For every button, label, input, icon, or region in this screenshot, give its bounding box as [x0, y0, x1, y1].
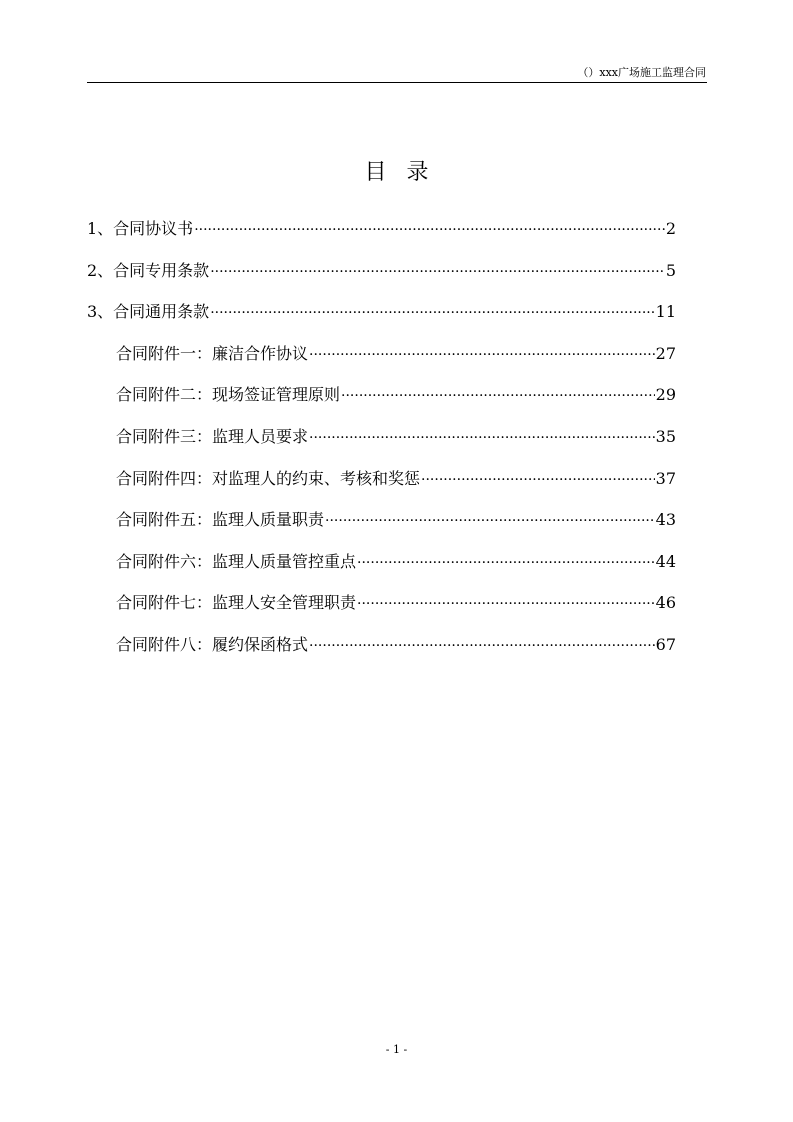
toc-entry-label: 合同附件四：对监理人的约束、考核和奖惩: [116, 468, 421, 488]
toc-title: 目录: [364, 160, 449, 185]
toc-entry: [87, 257, 676, 299]
toc-entry-label: 2、合同专用条款: [87, 260, 210, 280]
toc-entry-label: 合同附件二：现场签证管理原则: [116, 385, 341, 405]
toc-entry: [87, 589, 676, 631]
toc-entry-label: 合同附件八：履约保函格式: [116, 634, 309, 654]
toc-entry-label: 合同附件一：廉洁合作协议: [116, 343, 309, 363]
toc-entry-page: 29: [655, 385, 676, 405]
header-rule: [87, 82, 707, 83]
toc-entry-label: 合同附件六：监理人质量管控重点: [116, 551, 357, 571]
toc-leader-dots: [325, 507, 655, 535]
toc-entry: [87, 631, 676, 673]
toc-entry: [87, 548, 676, 590]
toc-leader-dots: [357, 590, 655, 618]
toc-entry-page: 44: [655, 551, 676, 571]
toc-leader-dots: [357, 549, 655, 577]
running-header: （）xxx广场施工监理合同: [577, 66, 706, 79]
toc-leader-dots: [341, 382, 655, 410]
toc-entry-page: 5: [665, 260, 676, 280]
toc-entry-page: 43: [655, 510, 676, 530]
toc-leader-dots: [309, 632, 655, 660]
footer-page-number: - 1 -: [385, 1043, 408, 1056]
toc-entry-label: 1、合同协议书: [87, 219, 194, 238]
toc-entry-page: 37: [655, 468, 676, 488]
toc-entry: [87, 215, 676, 257]
toc-leader-dots: [210, 299, 654, 327]
toc-entry: [87, 465, 676, 507]
toc-entry: [87, 381, 676, 423]
toc-leader-dots: [210, 258, 665, 286]
toc-entry-label: 合同附件三：监理人员要求: [116, 426, 309, 446]
toc-entry-page: 27: [655, 343, 676, 363]
toc-list: [87, 215, 676, 673]
toc-entry-label: 3、合同通用条款: [87, 302, 210, 322]
toc-leader-dots: [194, 216, 665, 244]
toc-entry: [87, 423, 676, 465]
toc-entry-label: 合同附件五：监理人质量职责: [116, 510, 325, 530]
toc-leader-dots: [309, 341, 655, 369]
toc-entry-page: 35: [655, 426, 676, 446]
toc-entry-page: 2: [665, 219, 676, 238]
toc-leader-dots: [309, 424, 655, 452]
toc-leader-dots: [421, 466, 655, 494]
toc-entry-label: 合同附件七：监理人安全管理职责: [116, 593, 357, 613]
toc-entry: [87, 506, 676, 548]
toc-entry-page: 11: [655, 302, 676, 322]
toc-entry: [87, 340, 676, 382]
toc-entry: [87, 298, 676, 340]
toc-entry-page: 67: [655, 634, 676, 654]
toc-entry-page: 46: [655, 593, 676, 613]
